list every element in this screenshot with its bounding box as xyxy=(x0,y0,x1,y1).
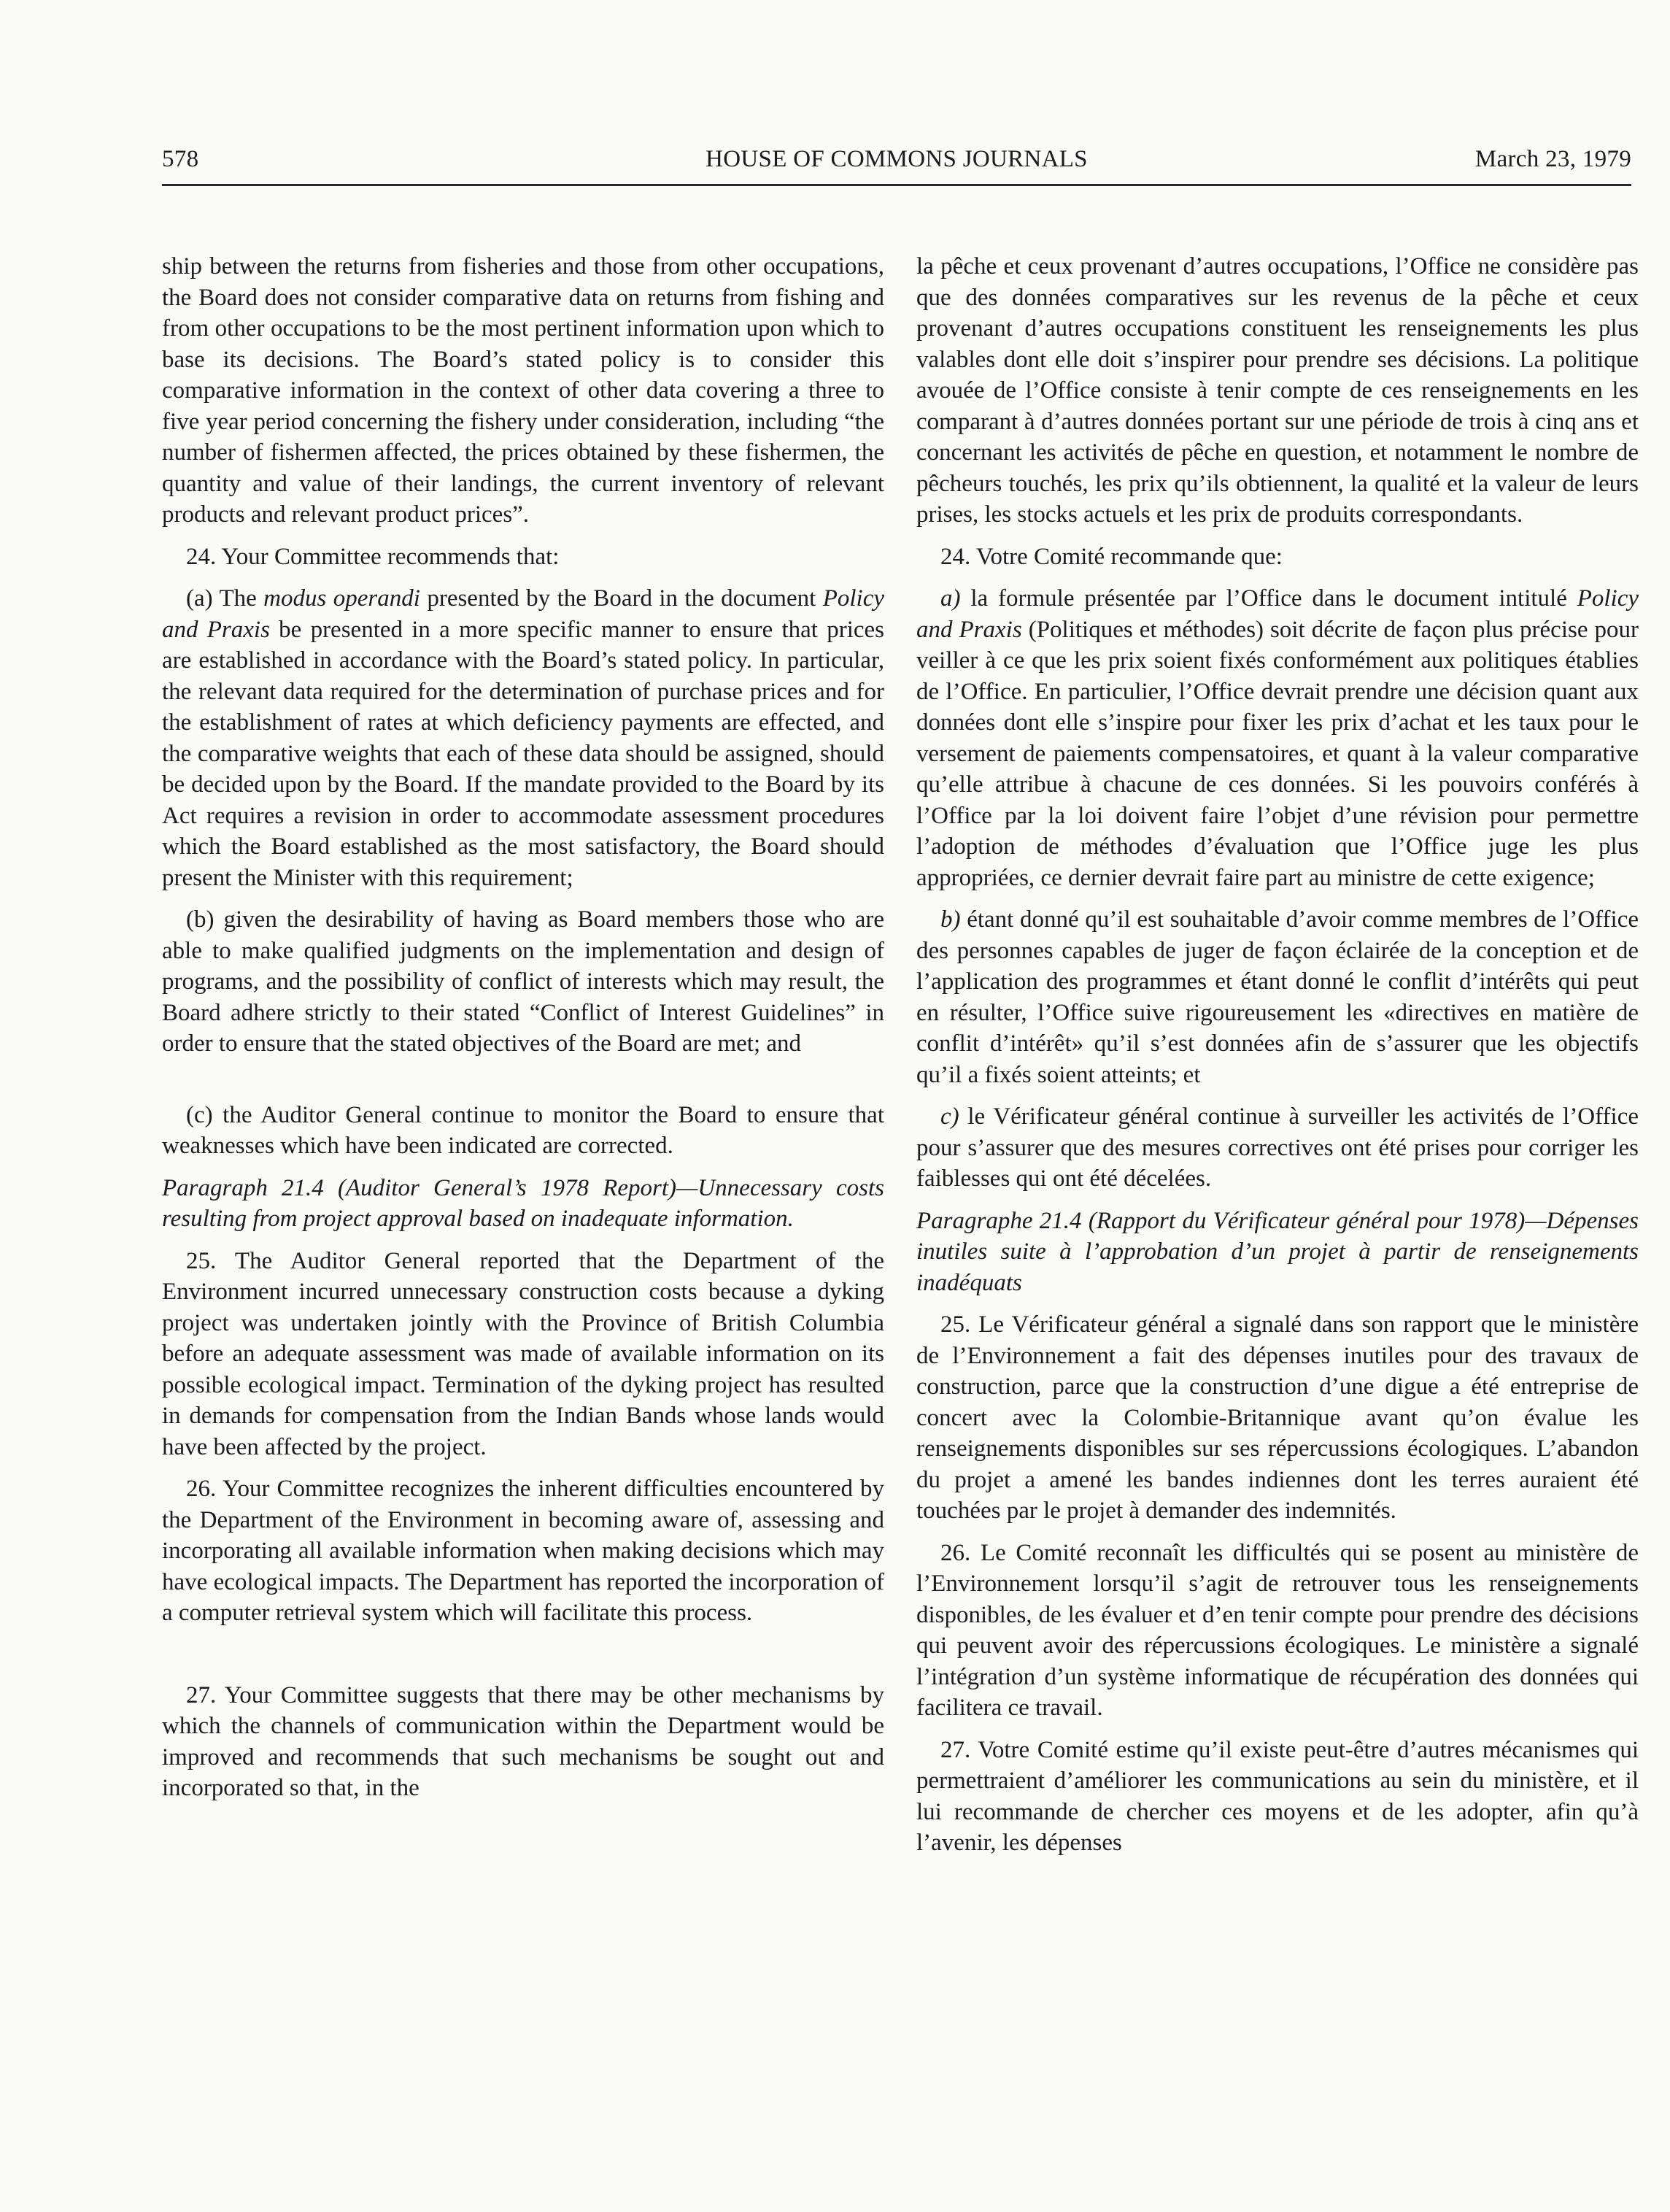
section-heading: Paragraph 21.4 (Auditor General’s 1978 Report)—Unnecessary costs resulting from project approval based on inadequate information. xyxy=(162,1174,884,1232)
paragraph-24: 24. Your Committee recommends that: xyxy=(186,543,560,570)
page-header xyxy=(162,146,1631,181)
paragraph-26: 26. Le Comité reconnaît les difficultés qui se posent au ministère de l’Environnement lorsqu’il s’agit de retrouver tous les renseignements disponibles, de les évaluer et d’en tenir compte pour prendre des décisions qui peuvent avoir des répercussions écologiques. Le ministère a signalé l’intégration d’un système informatique de récupération des données qui facilitera ce travail. xyxy=(916,1539,1639,1721)
recommendation-b: b) étant donné qu’il est souhaitable d’avoir comme membres de l’Office des personnes capables de juger de façon éclairée de la conception et de l’application des programmes et étant donné le conflit d’intérêts qui peut en résulter, l’Office suive rigoureusement les «directives en matière de conflit d’intérêt» qu’il s’est données afin de s’assurer que les objectifs qu’il a fixés soient atteints; et xyxy=(916,906,1639,1088)
paragraph-27: 27. Votre Comité estime qu’il existe peut-être d’autres mécanismes qui permettraient d’améliorer les communications au sein du ministère, et il lui recommande de chercher ces moyens et de les adopter, afin qu’à l’avenir, les dépenses xyxy=(916,1736,1639,1856)
header-date: March 23, 1979 xyxy=(1474,146,1631,172)
header-rule xyxy=(162,184,1631,186)
document-title: Policy and Praxis xyxy=(916,585,1639,643)
paragraph-24: 24. Votre Comité recommande que: xyxy=(940,543,1283,570)
section-heading: Paragraphe 21.4 (Rapport du Vérificateur général pour 1978)—Dépenses inutiles suite à l’approbation d’un projet à partir de renseignements inadéquats xyxy=(916,1207,1639,1296)
item-label-a: (a) xyxy=(186,585,213,612)
item-label-c: (c) xyxy=(186,1101,213,1128)
recommendation-c: c) le Vérificateur général continue à surveiller les activités de l’Office pour s’assurer que des mesures correctives ont été prises pour corriger les faiblesses qui ont été décelées. xyxy=(916,1103,1639,1192)
french-column xyxy=(916,251,1639,1859)
recommendation-c: (c) the Auditor General continue to monitor the Board to ensure that weaknesses which have been indicated are corrected. xyxy=(162,1101,884,1159)
english-column xyxy=(162,251,884,1804)
journal-title: HOUSE OF COMMONS JOURNALS xyxy=(706,146,1088,172)
recommendation-b: (b) given the desirability of having as Board members those who are able to make qualified judgments on the implementation and design of programs, and the possibility of conflict of interests which may result, the Board adhere strictly to their stated “Conflict of Interest Guidelines” in order to ensure that the stated objectives of the Board are met; and xyxy=(162,906,884,1057)
item-label-c: c) xyxy=(940,1103,959,1130)
recommendation-a: (a) The modus operandi presented by the Board in the document Policy and Praxis be presented in a more specific manner to ensure that prices are established in accordance with the Board’s stated policy. In particular, the relevant data required for the determination of purchase prices and for the establishment of rates at which deficiency payments are effected, and the comparative weights that each of these data should be assigned, should be decided upon by the Board. If the mandate provided to the Board by its Act requires a revision in order to accommodate assessment procedures which the Board established as the most satisfactory, the Board should present the Minister with this requirement; xyxy=(162,585,884,891)
recommendation-a: a) la formule présentée par l’Office dans le document intitulé Policy and Praxis (Politiques et méthodes) soit décrite de façon plus précise pour veiller à ce que les prix soient fixés conformément aux politiques établies de l’Office. En particulier, l’Office devrait prendre une décision quant aux données dont elle s’inspire pour fixer les prix d’achat et les taux pour le versement de paiements compensatoires, et quant à la valeur comparative qu’elle attribue à chacune de ces données. Si les pouvoirs conférés à l’Office par la loi doivent faire l’objet d’une révision pour permettre l’adoption de méthodes d’évaluation que l’Office juge les plus appropriées, ce dernier devrait faire part au ministre de cette exigence; xyxy=(916,585,1639,891)
document-title: Policy and Praxis xyxy=(162,585,884,643)
page-number: 578 xyxy=(162,146,199,172)
paragraph-continuation: la pêche et ceux provenant d’autres occupations, l’Office ne considère pas que des données comparatives sur les revenus de la pêche et ceux provenant d’autres occupations constituent les renseignements les plus valables dont elle doit s’inspirer pour prendre ses décisions. La politique avouée de l’Office consiste à tenir compte de ces renseignements en les comparant à d’autres données portant sur une période de trois à cinq ans et concernant les activités de pêche en question, et notamment le nombre de pêcheurs touchés, les prix qu’ils obtiennent, la qualité et la valeur de leurs prises, les stocks actuels et les prix de produits correspondants. xyxy=(916,253,1639,528)
item-label-b: b) xyxy=(940,906,961,933)
item-label-b: (b) xyxy=(186,906,214,933)
paragraph-27: 27. Your Committee suggests that there may be other mechanisms by which the channels of communication within the Department would be improved and recommends that such mechanisms be sought out and incorporated so that, in the xyxy=(162,1681,884,1801)
italic-term: modus operandi xyxy=(263,585,420,612)
paragraph-continuation: ship between the returns from fisheries and those from other occupations, the Board does not consider comparative data on returns from fishing and from other occupations to be the most pertinent information upon which to base its decisions. The Board’s stated policy is to consider this comparative information in the context of other data covering a three to five year period concerning the fishery under consideration, including “the number of fishermen affected, the prices obtained by these fishermen, the quantity and value of their landings, the current inventory of relevant products and relevant product prices”. xyxy=(162,253,884,528)
paragraph-26: 26. Your Committee recognizes the inherent difficulties encountered by the Department of the Environment in becoming aware of, assessing and incorporating all available information when making decisions which may have ecological impacts. The Department has reported the incorporation of a computer retrieval system which will facilitate this process. xyxy=(162,1476,884,1626)
item-label-a: a) xyxy=(940,585,961,612)
paragraph-25: 25. Le Vérificateur général a signalé dans son rapport que le ministère de l’Environnement a fait des dépenses inutiles pour des travaux de construction, parce que la construction d’une digue a été entreprise de concert avec la Colombie-Britannique avant qu’on évalue les renseignements disponibles sur ses répercussions écologiques. L’abandon du projet a amené les bandes indiennes dont les terres auraient été touchées par le projet à demander des indemnités. xyxy=(916,1311,1639,1524)
paragraph-25: 25. The Auditor General reported that the Department of the Environment incurred unnecessary construction costs because a dyking project was undertaken jointly with the Province of British Columbia before an adequate assessment was made of available information on its possible ecological impact. Termination of the dyking project has resulted in demands for compensation from the Indian Bands whose lands would have been affected by the project. xyxy=(162,1247,884,1460)
